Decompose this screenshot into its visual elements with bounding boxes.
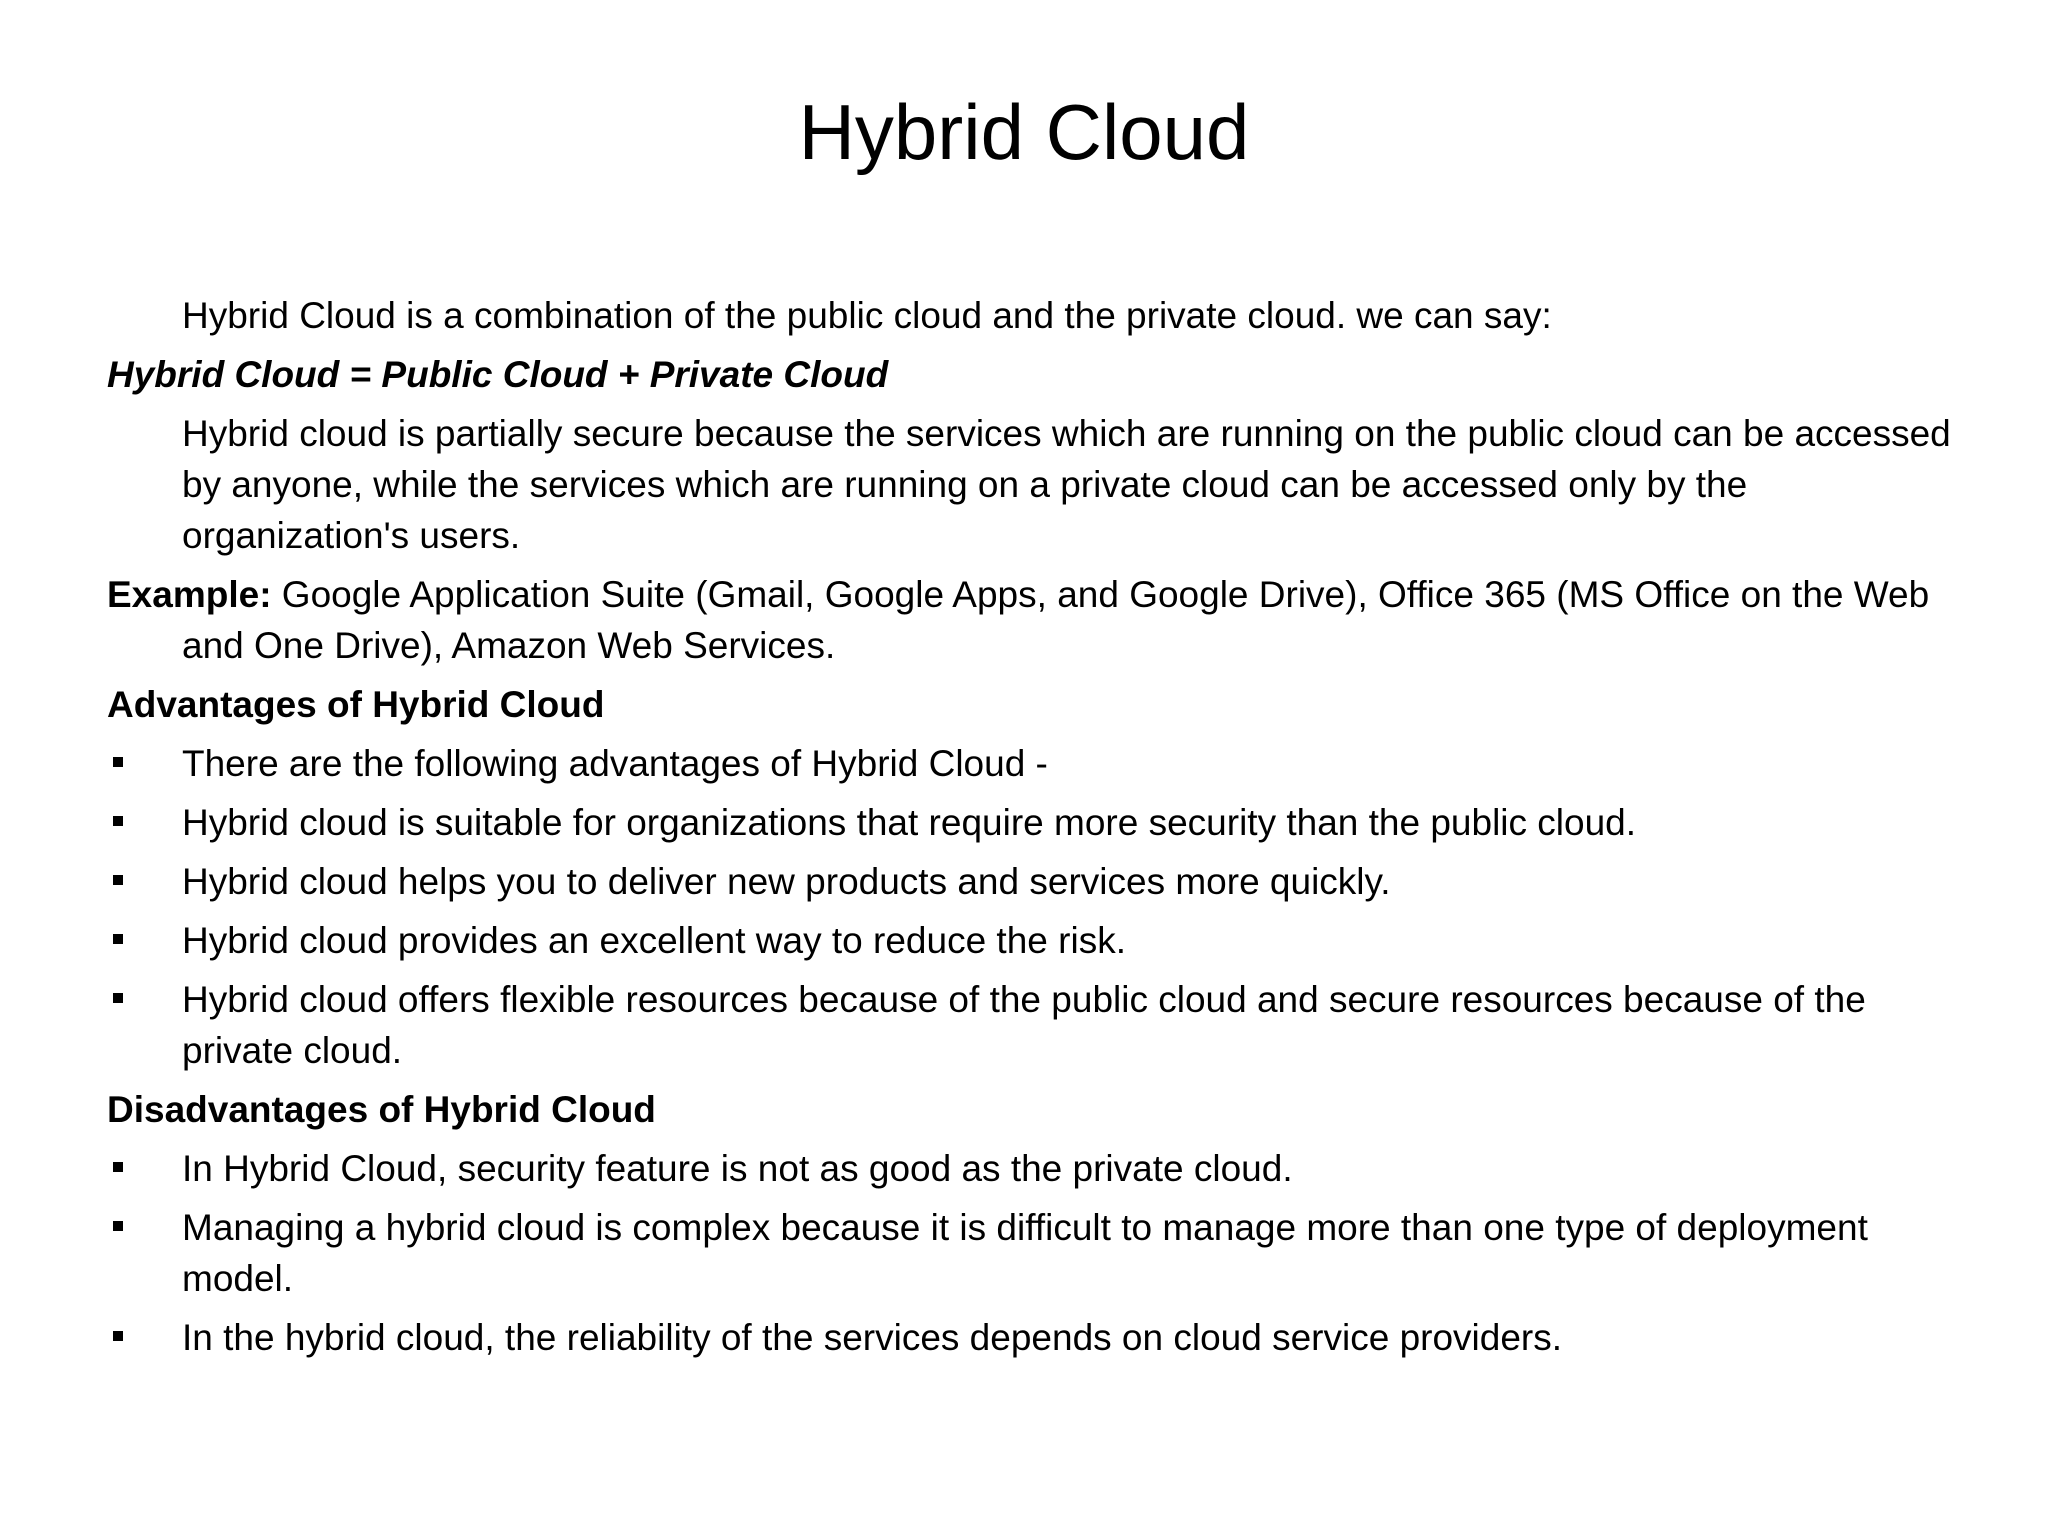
formula-line: Hybrid Cloud = Public Cloud + Private Cloud — [107, 354, 889, 395]
disadvantage-item — [107, 1143, 1957, 1194]
advantages-heading: Advantages of Hybrid Cloud — [107, 684, 605, 725]
advantage-item — [107, 856, 1957, 907]
square-bullet-icon — [113, 1331, 123, 1341]
example-text: Google Application Suite (Gmail, Google Apps, and Google Drive), Office 365 (MS Office on the Web and One Drive), Amazon Web Services. — [182, 574, 1930, 666]
square-bullet-icon — [113, 816, 123, 826]
square-bullet-icon — [113, 757, 123, 767]
disadvantage-item — [107, 1312, 1957, 1363]
advantage-item — [107, 915, 1957, 966]
disadvantage-text: In the hybrid cloud, the reliability of the services depends on cloud service providers. — [182, 1317, 1563, 1358]
advantage-item — [107, 738, 1957, 789]
square-bullet-icon — [113, 875, 123, 885]
disadvantage-item — [107, 1202, 1957, 1304]
advantage-text: Hybrid cloud helps you to deliver new products and services more quickly. — [182, 861, 1391, 902]
advantage-item — [107, 797, 1957, 848]
advantage-text: Hybrid cloud is suitable for organizations that require more security than the public cloud. — [182, 802, 1637, 843]
square-bullet-icon — [113, 1221, 123, 1231]
disadvantages-heading: Disadvantages of Hybrid Cloud — [107, 1089, 656, 1130]
slide-body — [107, 290, 1957, 1371]
advantage-item — [107, 974, 1957, 1076]
advantage-text: Hybrid cloud provides an excellent way to reduce the risk. — [182, 920, 1126, 961]
disadvantage-text: Managing a hybrid cloud is complex because it is difficult to manage more than one type of deployment model. — [182, 1207, 1868, 1299]
advantage-text: Hybrid cloud offers flexible resources because of the public cloud and secure resources because of the private cloud. — [182, 979, 1866, 1071]
example-label: Example: — [107, 574, 272, 615]
square-bullet-icon — [113, 934, 123, 944]
square-bullet-icon — [113, 993, 123, 1003]
disadvantage-text: In Hybrid Cloud, security feature is not as good as the private cloud. — [182, 1148, 1293, 1189]
intro-paragraph: Hybrid Cloud is a combination of the public cloud and the private cloud. we can say: — [182, 295, 1552, 336]
security-paragraph: Hybrid cloud is partially secure because the services which are running on the public cloud can be accessed by anyone, while the services which are running on a private cloud can be accessed only by the organization's users. — [182, 413, 1951, 556]
advantage-text: There are the following advantages of Hybrid Cloud - — [182, 743, 1048, 784]
slide-title: Hybrid Cloud — [798, 88, 1250, 176]
square-bullet-icon — [113, 1162, 123, 1172]
example-paragraph — [107, 569, 1957, 671]
